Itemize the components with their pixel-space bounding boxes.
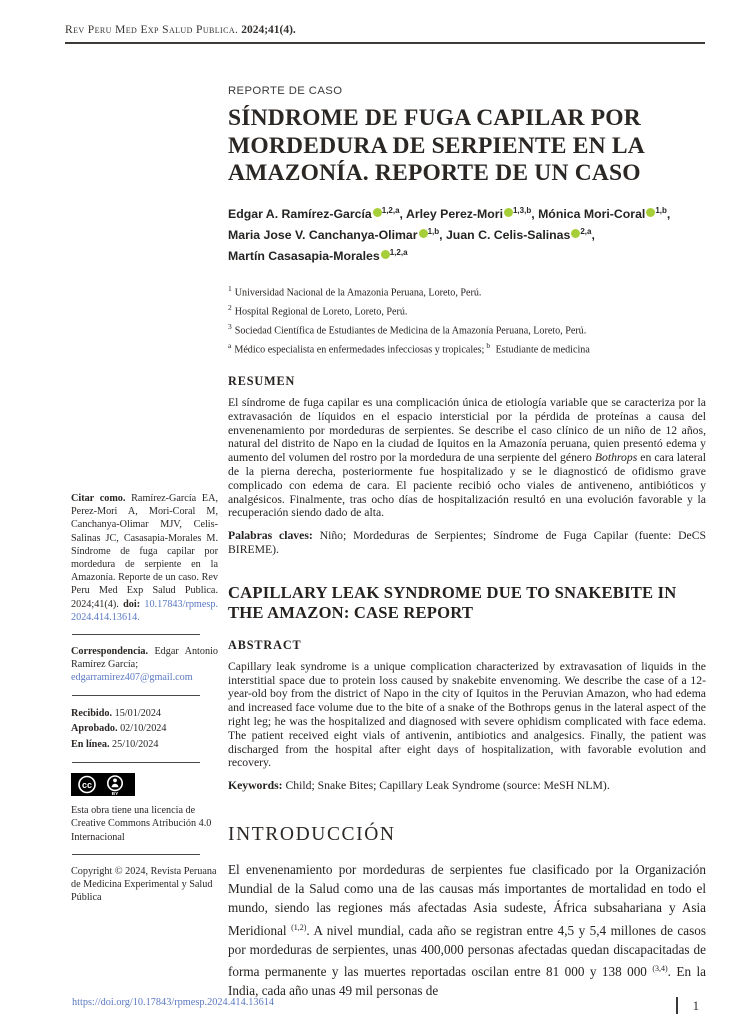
author: Martín Casasapia-Morales $^{1,2,a}$ xyxy=(228,247,408,263)
author: Juan C. Celis-Salinas $^{2,a}$, xyxy=(445,226,595,242)
keywords: Keywords: Child; Snake Bites; Capillary Leak Syndrome (source: MeSH NLM). xyxy=(228,779,610,793)
journal-name: Rev Peru Med Exp Salud Publica. xyxy=(65,24,239,36)
left-sidebar xyxy=(71,492,218,904)
doi-link[interactable]: 10.17843/rpmesp.2024.414.13614. xyxy=(71,598,218,623)
resumen-heading: RESUMEN xyxy=(228,374,296,389)
article-main xyxy=(228,85,706,1000)
orcid-icon[interactable] xyxy=(646,208,655,217)
approved-date: 02/10/2024 xyxy=(117,723,167,735)
affiliation: $^a$ Médico especialista en enfermedades infecciosas y tropicales; $^b$ Estudiante de medicina xyxy=(228,340,590,356)
divider xyxy=(72,762,200,763)
palabras-claves: Palabras claves: Niño; Mordeduras de Serpientes; Síndrome de Fuga Capilar (fuente: DeCS BIREME). xyxy=(228,529,706,556)
author: Mónica Mori-Coral $^{1,b}$, xyxy=(538,205,671,221)
author: Edgar A. Ramírez-García $^{1,2,a}$, xyxy=(228,205,406,221)
divider xyxy=(72,695,200,696)
journal-issue: 2024;41(4). xyxy=(241,24,296,36)
divider xyxy=(72,854,200,855)
article-title-es: SÍNDROME DE FUGA CAPILAR POR MORDEDURA DE SERPIENTE EN LA AMAZONÍA. REPORTE DE UN CASO xyxy=(228,105,644,186)
approved-row xyxy=(71,721,218,737)
orcid-icon[interactable] xyxy=(381,250,390,259)
correspondence-label: Correspondencia. xyxy=(71,646,149,658)
abstract-heading: ABSTRACT xyxy=(228,637,302,652)
article-kicker: REPORTE DE CASO xyxy=(228,85,343,97)
received-date: 15/01/2024 xyxy=(112,707,162,719)
citation-ref[interactable]: (3,4) xyxy=(652,963,668,973)
license-text: Esta obra tiene una licencia de Creative Commons Atribución 4.0 Internacional xyxy=(71,805,212,843)
cc-by-license-icon[interactable] xyxy=(71,773,135,796)
page-number: 1 xyxy=(676,997,699,1014)
author: Maria Jose V. Canchanya-Olimar $^{1,b}$, xyxy=(228,226,446,242)
affiliation: $^3$ Sociedad Científica de Estudiantes de Medicina de la Amazonía Peruana, Loreto, Perú. xyxy=(228,321,587,337)
orcid-icon[interactable] xyxy=(571,229,580,238)
orcid-icon[interactable] xyxy=(419,229,428,238)
received-row xyxy=(71,706,218,722)
author: Arley Perez-Mori $^{1,3,b}$, xyxy=(405,205,539,221)
svg-text:cc: cc xyxy=(81,779,93,790)
genus-italic: Bothrops xyxy=(594,451,638,465)
affiliation: $^1$ Universidad Nacional de la Amazonia Peruana, Loreto, Perú. xyxy=(228,283,482,299)
copyright-text: Copyright © 2024, Revista Peruana de Medicina Experimental y Salud Pública xyxy=(71,865,217,904)
dates-block xyxy=(71,706,218,753)
footer-doi xyxy=(72,997,274,1008)
orcid-icon[interactable] xyxy=(373,208,382,217)
online-date: 25/10/2024 xyxy=(109,738,159,750)
online-label: En línea. xyxy=(71,738,110,750)
online-row xyxy=(71,737,218,753)
orcid-icon[interactable] xyxy=(504,208,513,217)
cite-as-block xyxy=(71,492,218,624)
resumen-text: El síndrome de fuga capilar es una complicación única de etiología variable que se caracteriza por la extravasación de líquidos en el espacio intersticial por la pérdida de proteínas a causa del envenenamiento por mordeduras de serpientes. Se describe el caso clínico de un niño de 12 años, natural del distrito de Napo en la ciudad de Iquitos en la Amazonía peruana, quien presentó edema y aumento del volumen del rostro por la mordedura de una serpiente del género Bothrops en cara lateral de la pierna derecha, posteriormente fue hospitalizado y se le diagnosticó de ofidismo grave complicado con edema de cara. El paciente recibió ocho viales de antiveneno, antibióticos y analgésicos. Finalmente, tras ocho días de hospitalización resultó en una evolución favorable y la recuperación siendo dado de alta. xyxy=(228,396,706,520)
correspondence-name: Edgar Antonio Ramírez García; xyxy=(71,646,218,671)
doi-label: doi: xyxy=(123,598,141,610)
affiliation-list xyxy=(228,282,706,358)
correspondence-block xyxy=(71,645,218,685)
journal-masthead xyxy=(65,24,705,44)
article-title-en: CAPILLARY LEAK SYNDROME DUE TO SNAKEBITE IN THE AMAZON: CASE REPORT xyxy=(228,582,677,623)
introduction-text: El envenenamiento por mordeduras de serpientes fue clasificado por la Organización Mundial de la Salud como una de las causas más importantes de mortalidad en todo el mundo, siendo las regiones más afectadas Asia sudeste, África subsahariana y Asia Meridional $^{(1,2)}$. A nivel mundial, cada año se registran entre 4,5 y 5,4 millones de casos por mordeduras de serpientes, unas 400,000 personas afectadas quedan discapacitadas de forma permanente y las muertes reportadas oscilan entre 81 000 y 138 000 $^{(3,4)}$. En la India, cada año unas 49 mil personas de xyxy=(228,861,706,999)
page-number-divider xyxy=(676,997,678,1014)
cite-as-label: Citar como. xyxy=(71,493,126,504)
abstract-text: Capillary leak syndrome is a unique complication characterized by extravasation of liquids in the interstitial space due to protein loss caused by snakebite envenoming. We describe the case of a 12-year-old boy from the district of Napo in the city of Iquitos in the Peruvian Amazon, who had edema and increased face volume due to the bite of a snake of the Bothrops genus in the lateral aspect of the right leg; he was the hospitalized and diagnosed with severe ophidism complicated with face edema. The patient received eight vials of antivenin, antibiotics and analgesics. Finally, the patient was discharged from the hospital after eight days of hospitalization, with favorable evolution and recovery. xyxy=(228,659,706,770)
approved-label: Aprobado. xyxy=(71,723,118,735)
divider xyxy=(72,634,200,635)
svg-text:BY: BY xyxy=(111,792,119,797)
cite-as-text: Ramírez-García EA, Perez-Mori A, Mori-Coral M, Canchanya-Olimar MJV, Celis-Salinas JC, Casasapia-Morales M. Síndrome de fuga capilar por mordedura de serpiente en la Amazonía. Reporte de un caso. Rev Peru Med Exp Salud Publica. 2024;41(4). xyxy=(71,493,218,610)
footer-doi-link[interactable]: https://doi.org/10.17843/rpmesp.2024.414.13614 xyxy=(72,997,275,1008)
author-list xyxy=(228,202,706,265)
email-link[interactable]: edgarramirez407@gmail.com xyxy=(71,672,193,684)
introduction-heading: INTRODUCCIÓN xyxy=(228,823,396,845)
citation-ref[interactable]: (1,2) xyxy=(291,922,307,932)
received-label: Recibido. xyxy=(71,707,113,719)
affiliation: $^2$ Hospital Regional de Loreto, Loreto, Perú. xyxy=(228,302,408,318)
